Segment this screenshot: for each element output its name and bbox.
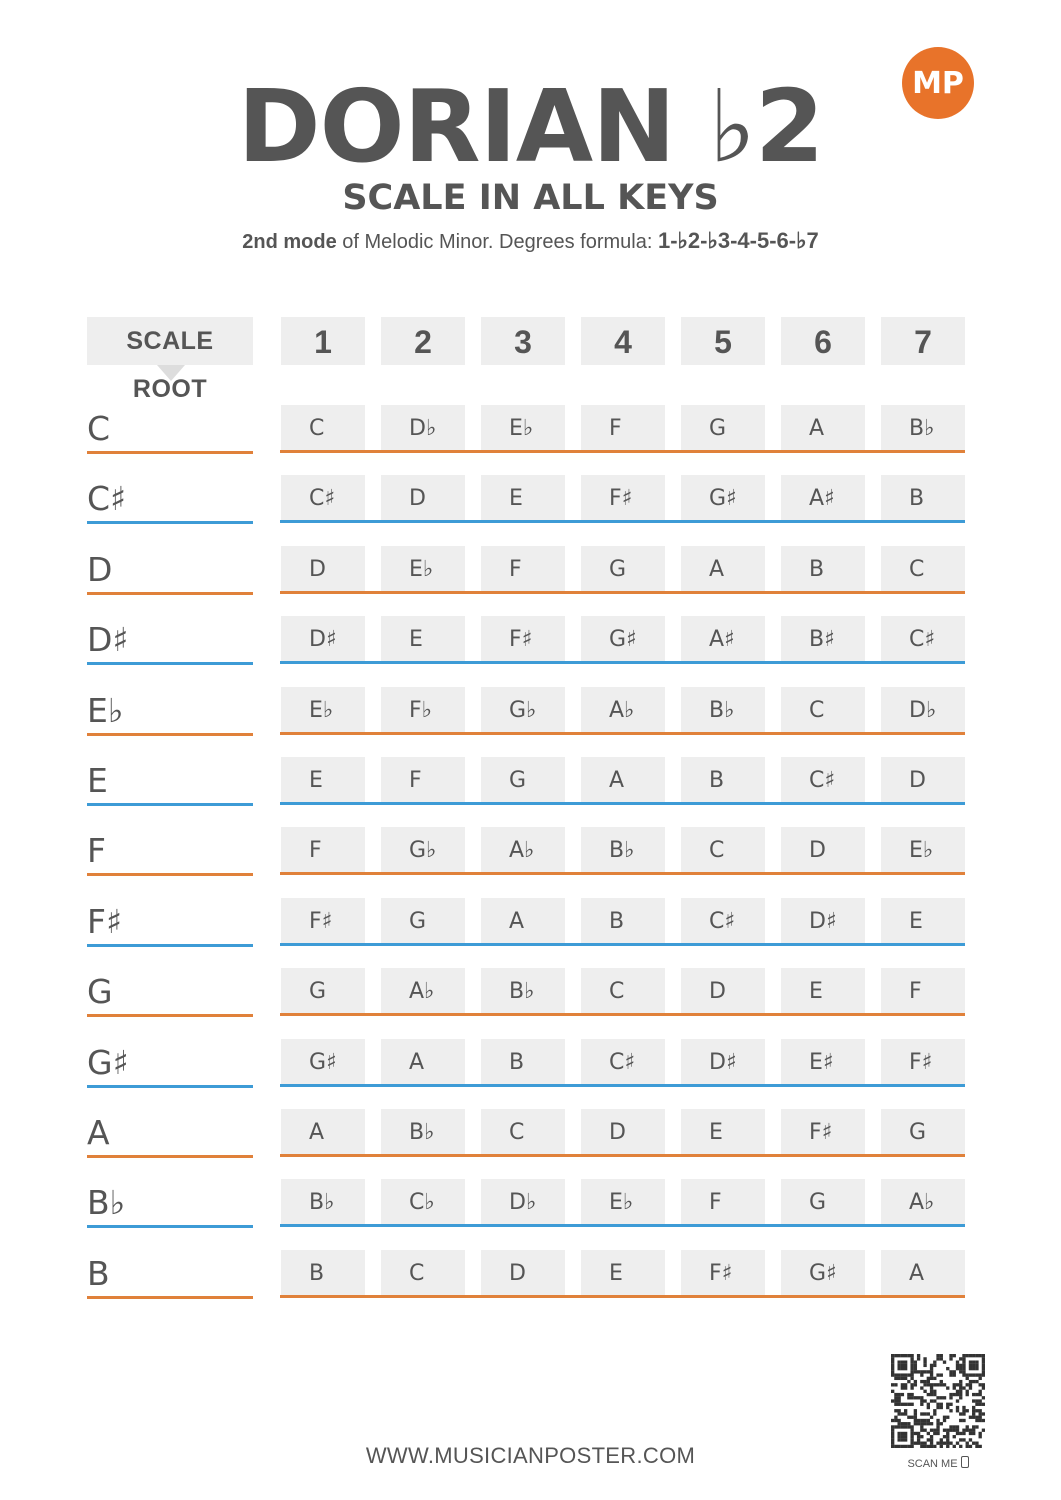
note-cell: F♭ [381, 687, 465, 732]
scale-root-label: G♯ [87, 1043, 129, 1082]
note-cell: F♯ [281, 898, 365, 943]
note-cell: F♯ [781, 1109, 865, 1154]
note-cell: A [481, 898, 565, 943]
row-underline [280, 943, 965, 946]
note-cell: A♭ [381, 968, 465, 1013]
note-cell: A♭ [881, 1179, 965, 1224]
note-cell: A♭ [581, 687, 665, 732]
degree-header-3: 3 [481, 317, 565, 365]
scale-root-label: E♭ [87, 691, 124, 730]
note-cell: C♭ [381, 1179, 465, 1224]
degree-header-7: 7 [881, 317, 965, 365]
note-cell: B♭ [381, 1109, 465, 1154]
note-cell: B [881, 475, 965, 520]
note-cell: A♯ [781, 475, 865, 520]
scale-root-header: SCALE ROOT [87, 317, 253, 365]
scale-root-label: D♯ [87, 620, 129, 659]
note-cell: B♭ [681, 687, 765, 732]
root-underline [87, 451, 253, 454]
degree-header-6: 6 [781, 317, 865, 365]
note-cell: D♭ [481, 1179, 565, 1224]
root-underline [87, 944, 253, 947]
note-cell: C [281, 405, 365, 450]
note-cell: F♯ [881, 1039, 965, 1084]
note-cell: B [281, 1250, 365, 1295]
scale-root-label: E [87, 761, 108, 800]
degree-header-5: 5 [681, 317, 765, 365]
note-cell: E [681, 1109, 765, 1154]
root-underline [87, 1296, 253, 1299]
row-underline [280, 450, 965, 453]
website-url: WWW.MUSICIANPOSTER.COM [365, 1443, 696, 1468]
mode-description: of Melodic Minor. Degrees formula: [336, 231, 658, 253]
note-cell: F [581, 405, 665, 450]
row-underline [280, 732, 965, 735]
page-title: DORIAN ♭2 [237, 68, 824, 185]
scale-root-label: C [87, 409, 111, 448]
note-cell: D♯ [681, 1039, 765, 1084]
note-cell: G♭ [381, 827, 465, 872]
logo-mark-icon [902, 47, 974, 119]
note-cell: B [781, 546, 865, 591]
root-underline [87, 733, 253, 736]
note-cell: F [481, 546, 565, 591]
scale-root-label: A [87, 1113, 110, 1152]
note-cell: E [581, 1250, 665, 1295]
root-underline [87, 521, 253, 524]
note-cell: F [381, 757, 465, 802]
note-cell: E♭ [881, 827, 965, 872]
qr-code-icon [891, 1354, 985, 1448]
note-cell: A♯ [681, 616, 765, 661]
note-cell: F♯ [581, 475, 665, 520]
note-cell: F♯ [681, 1250, 765, 1295]
note-cell: B [581, 898, 665, 943]
scan-me-text: SCAN ME [907, 1458, 958, 1470]
root-underline [87, 803, 253, 806]
row-underline [280, 520, 965, 523]
note-cell: D♯ [781, 898, 865, 943]
row-underline [280, 1084, 965, 1087]
note-cell: D [581, 1109, 665, 1154]
note-cell: G♯ [581, 616, 665, 661]
scale-root-label: F [87, 831, 106, 870]
note-cell: B♭ [481, 968, 565, 1013]
note-cell: C♯ [581, 1039, 665, 1084]
note-cell: G♯ [681, 475, 765, 520]
note-cell: E [381, 616, 465, 661]
note-cell: E [781, 968, 865, 1013]
note-cell: B♯ [781, 616, 865, 661]
note-cell: D [781, 827, 865, 872]
note-cell: D [281, 546, 365, 591]
note-cell: C♯ [681, 898, 765, 943]
degree-formula: 1-♭2-♭3-4-5-6-♭7 [657, 228, 819, 253]
note-cell: C [381, 1250, 465, 1295]
root-underline [87, 1225, 253, 1228]
note-cell: F [281, 827, 365, 872]
note-cell: G♯ [281, 1039, 365, 1084]
note-cell: D [481, 1250, 565, 1295]
row-underline [280, 591, 965, 594]
note-cell: F [681, 1179, 765, 1224]
row-underline [280, 802, 965, 805]
scale-root-label: F♯ [87, 902, 122, 941]
row-underline [280, 872, 965, 875]
phone-icon [961, 1456, 969, 1468]
root-underline [87, 592, 253, 595]
mode-label: 2nd mode [242, 231, 337, 253]
qr-code [891, 1354, 985, 1448]
note-cell: D♭ [881, 687, 965, 732]
note-cell: G [781, 1179, 865, 1224]
note-cell: C [581, 968, 665, 1013]
note-cell: G [581, 546, 665, 591]
row-underline [280, 1224, 965, 1227]
note-cell: G♯ [781, 1250, 865, 1295]
root-underline [87, 1014, 253, 1017]
musicianposter-logo [902, 47, 974, 119]
down-triangle-icon [157, 365, 185, 381]
scale-root-label: B [87, 1254, 110, 1293]
note-cell: C♯ [781, 757, 865, 802]
note-cell: C♯ [881, 616, 965, 661]
note-cell: E♭ [581, 1179, 665, 1224]
note-cell: A [681, 546, 765, 591]
row-underline [280, 1154, 965, 1157]
note-cell: B♭ [881, 405, 965, 450]
degree-header-4: 4 [581, 317, 665, 365]
note-cell: A♭ [481, 827, 565, 872]
note-cell: G♭ [481, 687, 565, 732]
note-cell: D♭ [381, 405, 465, 450]
note-cell: A [581, 757, 665, 802]
scale-root-label: C♯ [87, 479, 127, 518]
note-cell: C [781, 687, 865, 732]
root-underline [87, 1085, 253, 1088]
degree-header-2: 2 [381, 317, 465, 365]
degree-header-1: 1 [281, 317, 365, 365]
note-cell: B [681, 757, 765, 802]
root-underline [87, 873, 253, 876]
note-cell: G [681, 405, 765, 450]
note-cell: G [381, 898, 465, 943]
note-cell: D [381, 475, 465, 520]
note-cell: B♭ [581, 827, 665, 872]
note-cell: G [281, 968, 365, 1013]
scale-root-label: G [87, 972, 113, 1011]
note-cell: A [381, 1039, 465, 1084]
root-underline [87, 1155, 253, 1158]
note-cell: A [281, 1109, 365, 1154]
note-cell: C [681, 827, 765, 872]
note-cell: E♭ [281, 687, 365, 732]
scale-root-label: D [87, 550, 113, 589]
note-cell: E [481, 475, 565, 520]
note-cell: G [881, 1109, 965, 1154]
note-cell: E♯ [781, 1039, 865, 1084]
note-cell: C♯ [281, 475, 365, 520]
logo-text: MP [912, 66, 964, 101]
note-cell: A [781, 405, 865, 450]
note-cell: B [481, 1039, 565, 1084]
note-cell: D♯ [281, 616, 365, 661]
note-cell: F♯ [481, 616, 565, 661]
note-cell: C [881, 546, 965, 591]
note-cell: E [281, 757, 365, 802]
note-cell: C [481, 1109, 565, 1154]
root-underline [87, 662, 253, 665]
scale-root-label: B♭ [87, 1183, 126, 1222]
page-subtitle: SCALE IN ALL KEYS [342, 178, 719, 218]
note-cell: D [681, 968, 765, 1013]
scan-me-label [891, 1456, 985, 1472]
row-underline [280, 1013, 965, 1016]
note-cell: E♭ [481, 405, 565, 450]
row-underline [280, 1295, 965, 1298]
note-cell: F [881, 968, 965, 1013]
note-cell: D [881, 757, 965, 802]
note-cell: E♭ [381, 546, 465, 591]
formula-description [0, 227, 1061, 256]
note-cell: E [881, 898, 965, 943]
row-underline [280, 661, 965, 664]
note-cell: G [481, 757, 565, 802]
note-cell: B♭ [281, 1179, 365, 1224]
note-cell: A [881, 1250, 965, 1295]
